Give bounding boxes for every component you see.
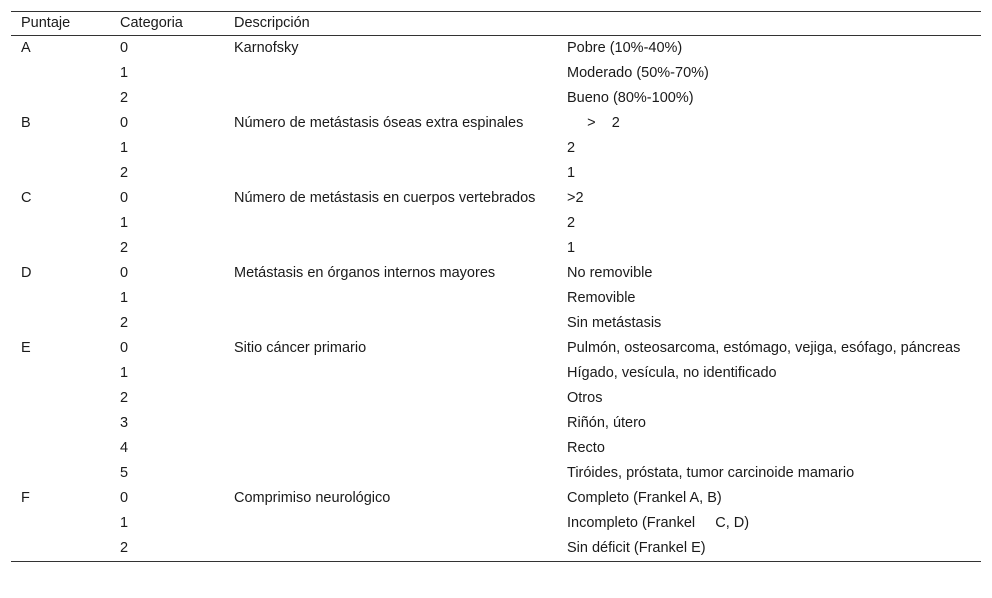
cell-descripcion xyxy=(224,436,557,461)
header-descripcion: Descripción xyxy=(224,12,557,36)
cell-descripcion: Sitio cáncer primario xyxy=(234,340,367,356)
table-row xyxy=(11,361,981,386)
cell-categoria: 0 xyxy=(120,490,129,506)
cell-valor: Tiróides, próstata, tumor carcinoide mamario xyxy=(567,465,855,481)
cell-valor: Otros xyxy=(567,390,603,406)
cell-puntaje xyxy=(11,361,110,386)
cell-categoria: 1 xyxy=(120,290,129,306)
cell-puntaje: D xyxy=(21,265,32,281)
table-row xyxy=(11,111,981,136)
cell-puntaje xyxy=(11,536,110,561)
cell-puntaje xyxy=(11,211,110,236)
cell-valor: Sin déficit (Frankel E) xyxy=(567,540,706,556)
table-row xyxy=(11,86,981,111)
table-row xyxy=(11,161,981,186)
cell-puntaje xyxy=(11,86,110,111)
header-categoria: Categoria xyxy=(110,12,224,36)
table-row xyxy=(11,311,981,336)
scoring-table-container xyxy=(11,11,981,562)
table-row xyxy=(11,386,981,411)
header-puntaje: Puntaje xyxy=(11,12,110,36)
cell-descripcion: Metástasis en órganos internos mayores xyxy=(234,265,496,281)
cell-descripcion xyxy=(224,386,557,411)
cell-puntaje: C xyxy=(21,190,32,206)
cell-descripcion xyxy=(224,136,557,161)
table-row xyxy=(11,536,981,561)
cell-valor: Moderado (50%-70%) xyxy=(567,65,709,81)
cell-descripcion xyxy=(224,211,557,236)
cell-categoria: 5 xyxy=(120,465,129,481)
cell-categoria: 0 xyxy=(120,190,129,206)
table-row xyxy=(11,211,981,236)
table-row xyxy=(11,61,981,86)
cell-descripcion: Karnofsky xyxy=(234,40,299,56)
cell-puntaje xyxy=(11,311,110,336)
table-row xyxy=(11,461,981,486)
cell-puntaje xyxy=(11,511,110,536)
cell-valor: Riñón, útero xyxy=(567,415,646,431)
cell-categoria: 1 xyxy=(120,215,129,231)
cell-categoria: 0 xyxy=(120,265,129,281)
cell-categoria: 0 xyxy=(120,40,129,56)
table-row xyxy=(11,186,981,211)
cell-descripcion xyxy=(224,411,557,436)
cell-valor: No removible xyxy=(567,265,653,281)
cell-puntaje xyxy=(11,386,110,411)
cell-puntaje xyxy=(11,411,110,436)
cell-descripcion xyxy=(224,361,557,386)
cell-categoria: 2 xyxy=(120,165,129,181)
cell-valor: Hígado, vesícula, no identificado xyxy=(567,365,777,381)
cell-valor: Bueno (80%-100%) xyxy=(567,90,694,106)
cell-puntaje: B xyxy=(21,115,31,131)
cell-categoria: 2 xyxy=(120,315,129,331)
cell-puntaje xyxy=(11,461,110,486)
table-row xyxy=(11,486,981,511)
cell-descripcion: Número de metástasis en cuerpos vertebrados xyxy=(234,190,536,206)
cell-valor: Pulmón, osteosarcoma, estómago, vejiga, esófago, páncreas xyxy=(567,340,961,356)
table-row xyxy=(11,286,981,311)
cell-puntaje: E xyxy=(21,340,31,356)
cell-valor: Removible xyxy=(567,290,636,306)
cell-valor: >2 xyxy=(567,190,584,206)
scoring-table xyxy=(11,12,981,561)
cell-descripcion xyxy=(224,161,557,186)
cell-categoria: 0 xyxy=(120,340,129,356)
cell-puntaje xyxy=(11,286,110,311)
cell-descripcion xyxy=(224,311,557,336)
cell-descripcion xyxy=(224,286,557,311)
cell-categoria: 1 xyxy=(120,365,129,381)
cell-categoria: 0 xyxy=(120,115,129,131)
cell-descripcion xyxy=(224,511,557,536)
cell-descripcion xyxy=(224,86,557,111)
cell-categoria: 1 xyxy=(120,140,129,156)
cell-valor: 1 xyxy=(567,240,576,256)
cell-categoria: 1 xyxy=(120,65,129,81)
table-row xyxy=(11,411,981,436)
table-header xyxy=(11,12,981,36)
cell-valor: Recto xyxy=(567,440,605,456)
cell-valor: Incompleto (Frankel C, D) xyxy=(567,515,750,531)
cell-descripcion xyxy=(224,61,557,86)
table-row xyxy=(11,436,981,461)
header-valor xyxy=(557,12,981,36)
cell-categoria: 2 xyxy=(120,90,129,106)
cell-descripcion: Comprimiso neurológico xyxy=(234,490,391,506)
cell-valor: Completo (Frankel A, B) xyxy=(567,490,722,506)
cell-descripcion: Número de metástasis óseas extra espinales xyxy=(234,115,524,131)
cell-descripcion xyxy=(224,536,557,561)
cell-valor: Pobre (10%-40%) xyxy=(567,40,683,56)
cell-descripcion xyxy=(224,461,557,486)
cell-descripcion xyxy=(224,236,557,261)
cell-puntaje xyxy=(11,161,110,186)
table-row xyxy=(11,36,981,62)
cell-categoria: 2 xyxy=(120,390,129,406)
cell-valor: 2 xyxy=(567,140,576,156)
cell-valor: 2 xyxy=(567,215,576,231)
cell-categoria: 1 xyxy=(120,515,129,531)
cell-categoria: 4 xyxy=(120,440,129,456)
cell-valor: 1 xyxy=(567,165,576,181)
cell-puntaje xyxy=(11,436,110,461)
cell-categoria: 2 xyxy=(120,540,129,556)
table-row xyxy=(11,511,981,536)
cell-categoria: 2 xyxy=(120,240,129,256)
cell-puntaje xyxy=(11,136,110,161)
cell-puntaje xyxy=(11,61,110,86)
cell-puntaje xyxy=(11,236,110,261)
table-row xyxy=(11,336,981,361)
cell-puntaje: F xyxy=(21,490,30,506)
table-body xyxy=(11,36,981,562)
table-row xyxy=(11,261,981,286)
header-row xyxy=(11,12,981,36)
cell-valor: > 2 xyxy=(567,115,620,131)
table-row xyxy=(11,136,981,161)
cell-categoria: 3 xyxy=(120,415,129,431)
cell-puntaje: A xyxy=(21,40,31,56)
cell-valor: Sin metástasis xyxy=(567,315,662,331)
table-row xyxy=(11,236,981,261)
